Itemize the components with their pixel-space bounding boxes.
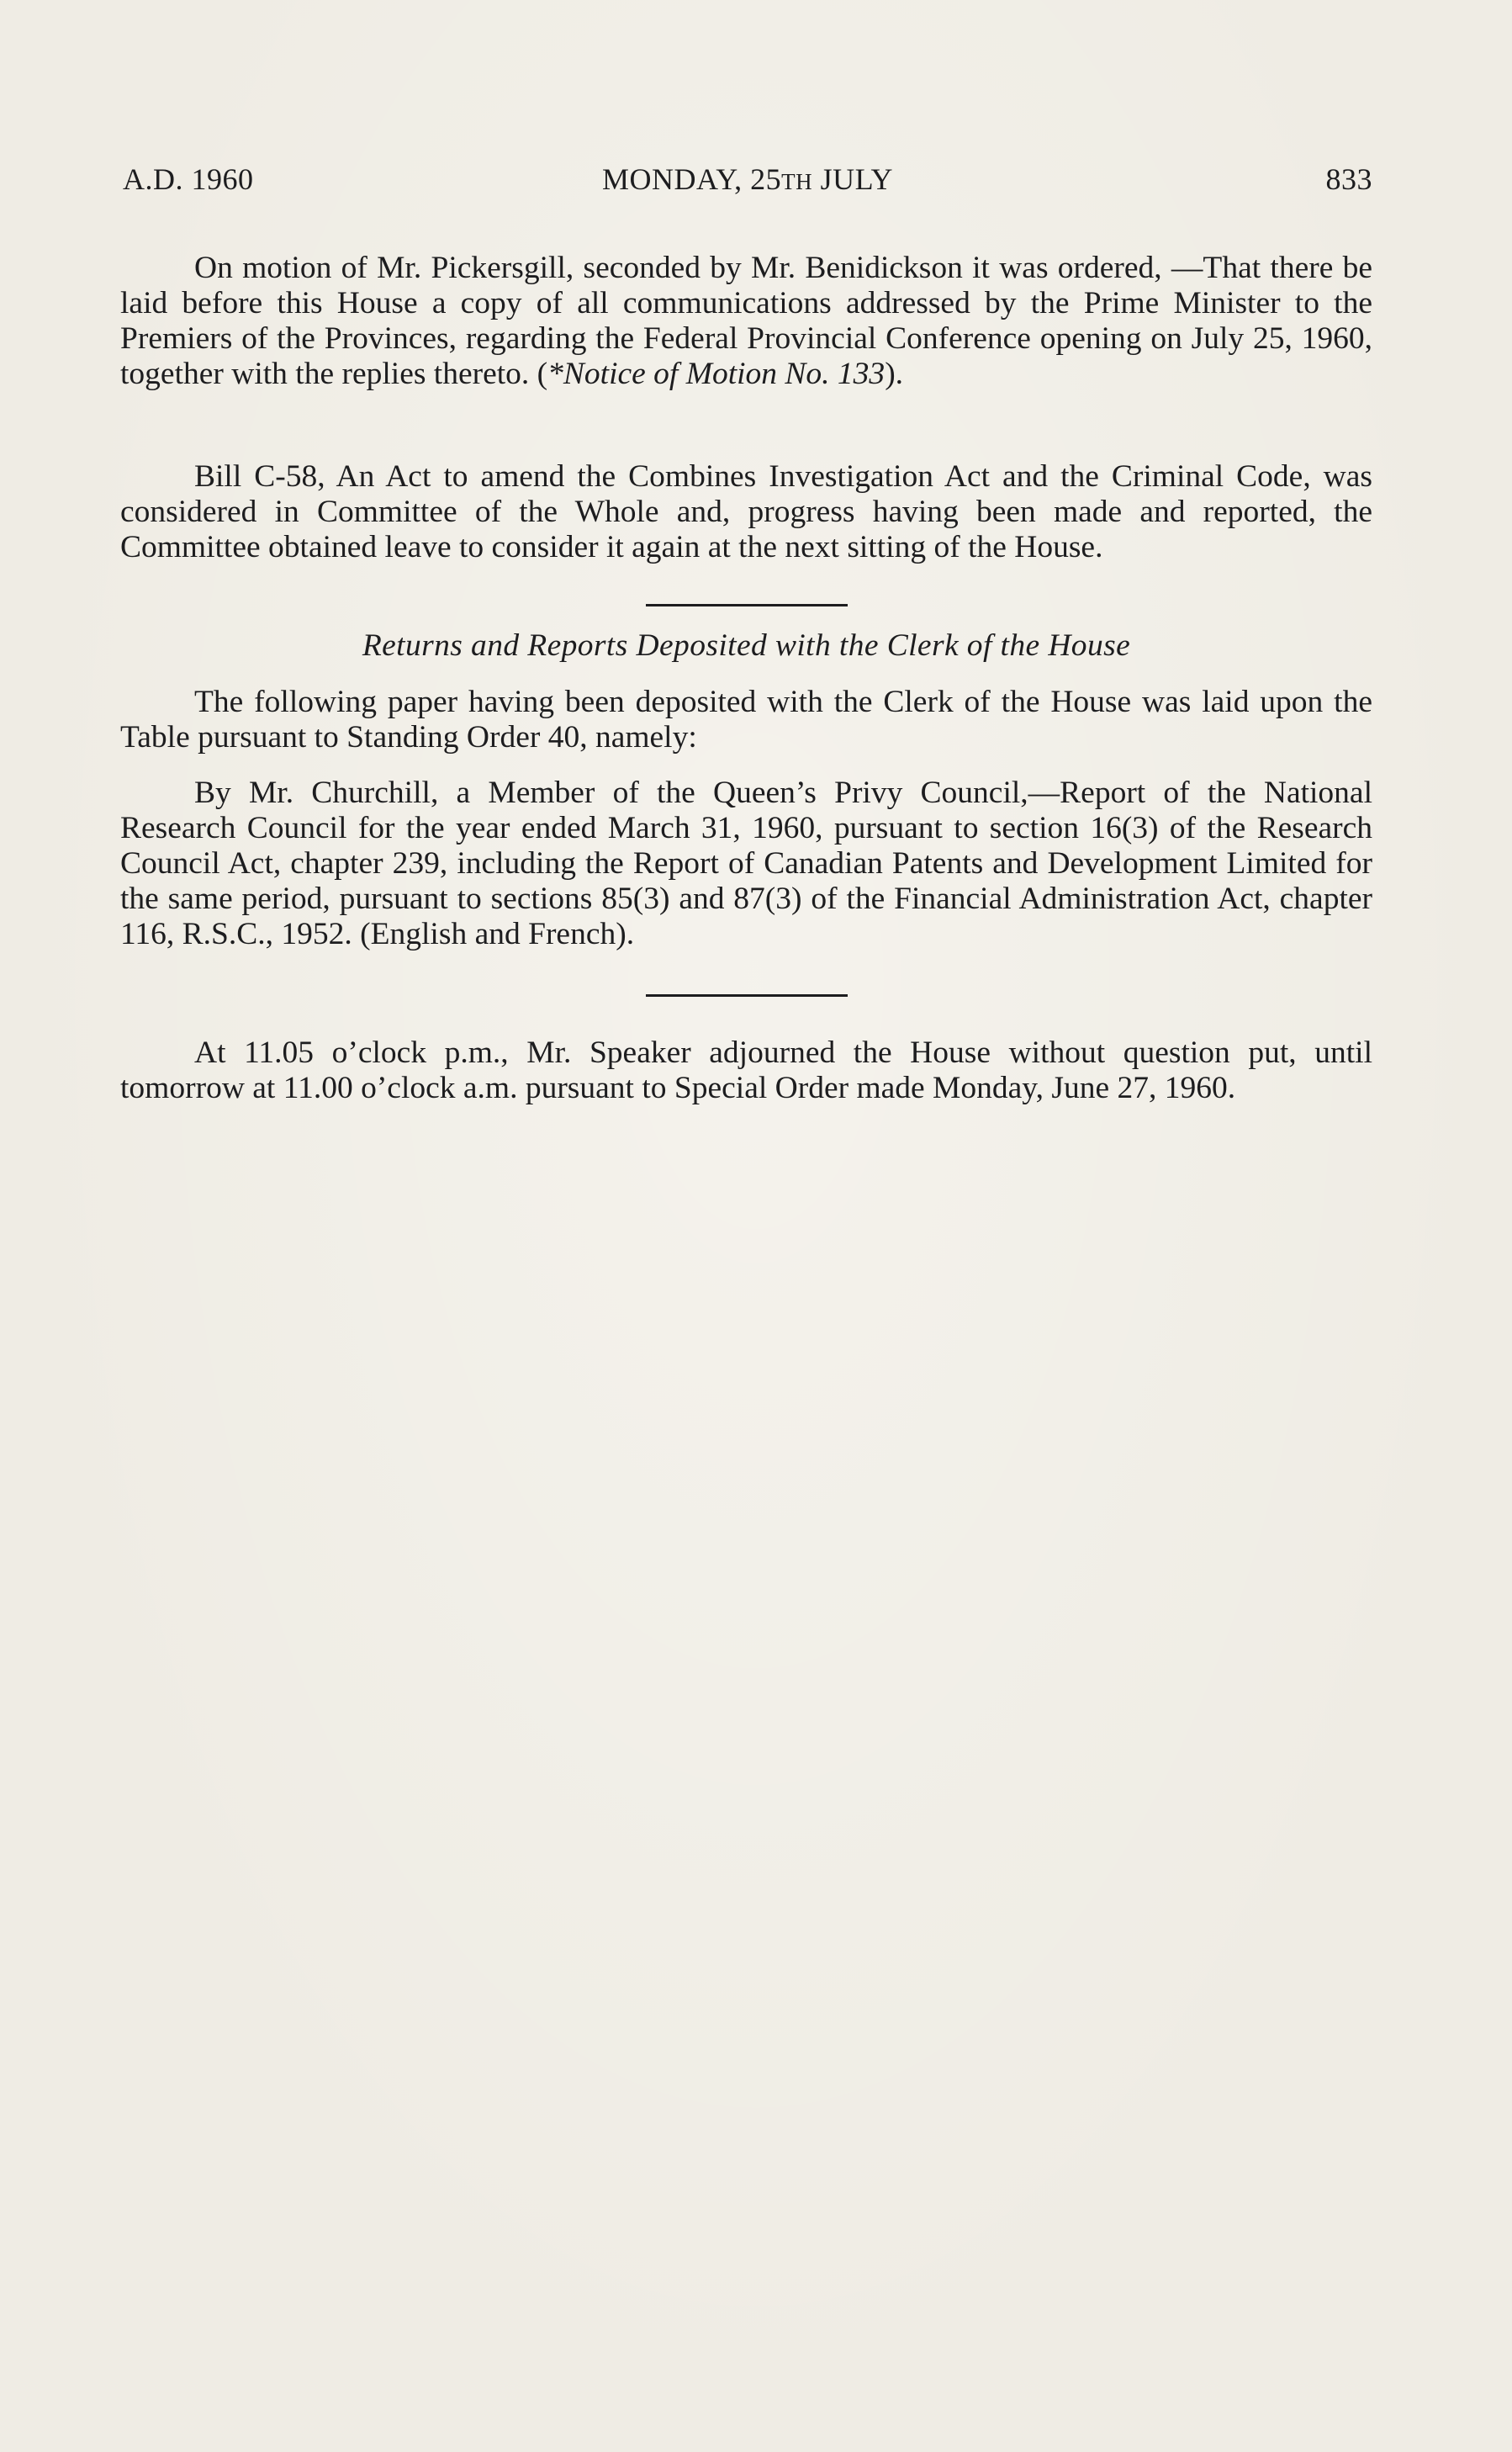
motion-notice-reference: *Notice of Motion No. 133 <box>547 357 886 391</box>
report-paragraph: By Mr. Churchill, a Member of the Queen’s Privy Council,—Report of the National Research Council for the year ended March 31, 1960, pursuant to section 16(3) of the Research Council Act, chapter 239, including the Report of Canadian Patents and Development Limited for the same period, pursuant to sections 85(3) and 87(3) of the Financial Administration Act, chapter 116, R.S.C., 1952. (English and French). <box>120 776 1372 951</box>
motion-text-end: ). <box>885 357 904 391</box>
header-date-main: MONDAY, 25 <box>602 162 782 196</box>
header-date-ordinal: TH <box>781 169 813 194</box>
motion-paragraph <box>120 251 1372 392</box>
header-year: A.D. 1960 <box>123 162 254 196</box>
header-date <box>123 162 1372 197</box>
bill-paragraph: Bill C-58, An Act to amend the Combines Investigation Act and the Criminal Code, was considered in Committee of the Whole and, progress having been made and reported, the Committee obtained leave to consider it again at the next sitting of the House. <box>120 459 1372 564</box>
section-heading: Returns and Reports Deposited with the Clerk of the House <box>362 628 1131 663</box>
running-header <box>123 162 1372 204</box>
returns-intro-paragraph: The following paper having been deposited with the Clerk of the House was laid upon the Table pursuant to Standing Order 40, namely: <box>120 685 1372 755</box>
section-divider <box>646 604 848 606</box>
adjournment-paragraph: At 11.05 o’clock p.m., Mr. Speaker adjourned the House without question put, until tomorrow at 11.00 o’clock a.m. pursuant to Special Order made Monday, June 27, 1960. <box>120 1035 1372 1105</box>
page-body <box>120 251 1372 1106</box>
page-number: 833 <box>1325 162 1372 196</box>
motion-text: On motion of Mr. Pickersgill, seconded by Mr. Benidickson it was ordered, —That there be laid before this House a copy of all communications addressed by the Prime Minister to the Premiers of the Provinces, regarding the Federal Provincial Conference opening on July 25, 1960, together with the replies thereto. ( <box>120 251 1372 391</box>
section-divider <box>646 994 848 997</box>
header-date-month: JULY <box>812 162 893 196</box>
